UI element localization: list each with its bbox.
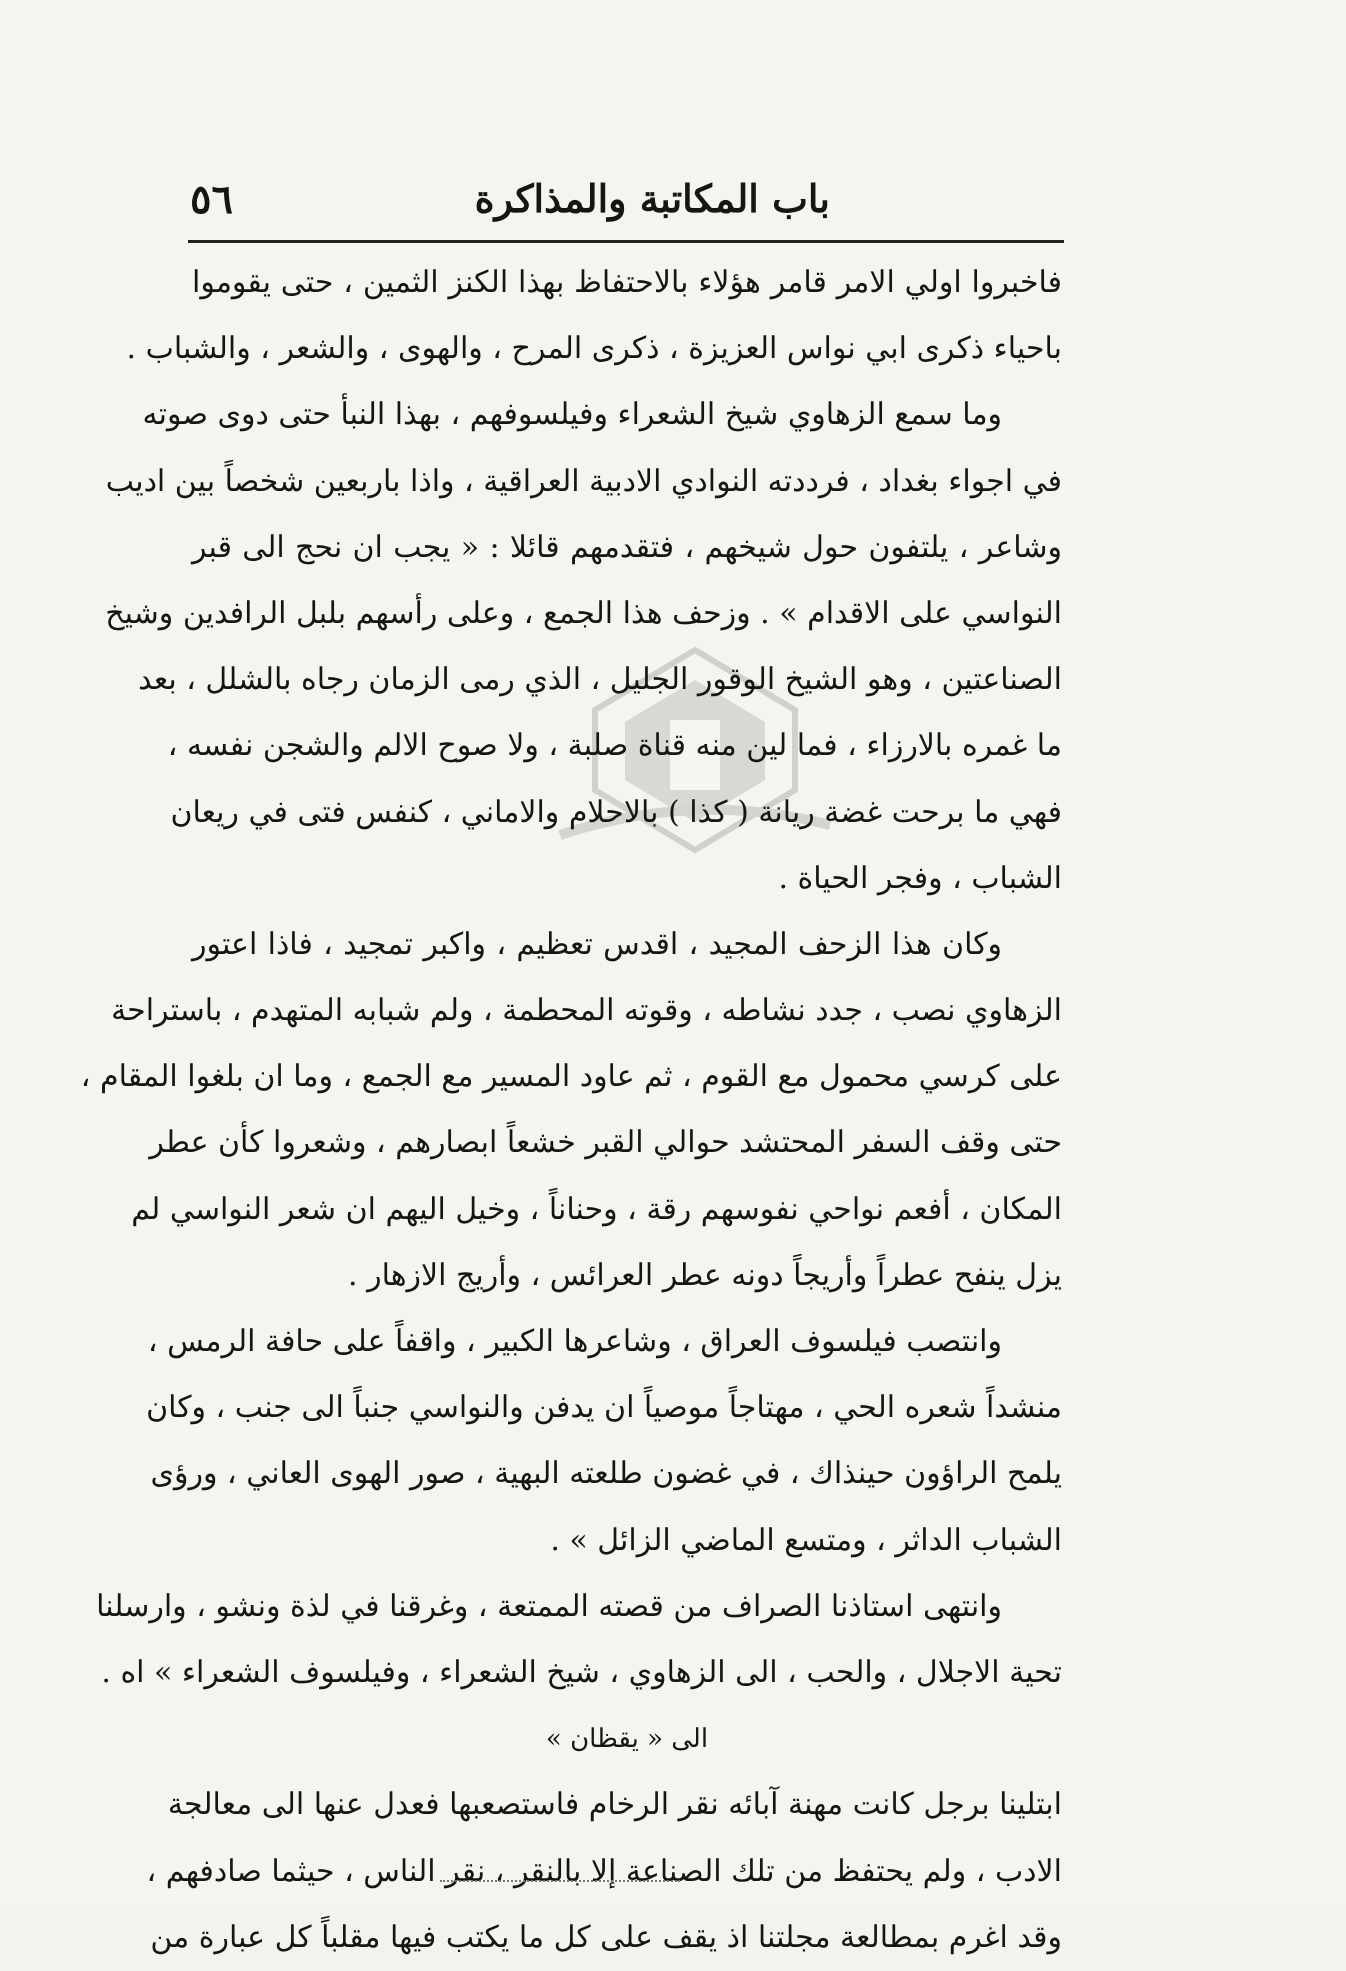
text-line: الادب ، ولم يحتفظ من تلك الصناعة إلا بالنقر ، نقر الناس ، حيثما صادفهم ، [146,1853,1062,1889]
page-header [190,170,1060,230]
text-line: تحية الاجلال ، والحب ، الى الزهاوي ، شيخ الشعراء ، وفيلسوف الشعراء » اه . [101,1654,1062,1690]
text-line: الصناعتين ، وهو الشيخ الوقور الجليل ، الذي رمى الزمان رجاه بالشلل ، بعد [138,662,1062,698]
text-line: الزهاوي نصب ، جدد نشاطه ، وقوته المحطمة ، ولم شبابه المتهدم ، باستراحة [111,993,1062,1029]
text-line: ما غمره بالارزاء ، فما لين منه قناة صلبة ، ولا صوح الالم والشجن نفسه ، [167,728,1062,764]
text-line: الشباب ، وفجر الحياة . [778,860,1062,896]
text-line: الشباب الداثر ، ومتسع الماضي الزائل » . [550,1522,1062,1558]
text-line: فاخبروا اولي الامر قامر هؤلاء بالاحتفاظ بهذا الكنز الثمين ، حتى يقوموا [192,265,1062,300]
text-line: في اجواء بغداد ، فرددته النوادي الادبية العراقية ، واذا باربعين شخصاً بين اديب [105,463,1062,499]
text-line: يزل ينفح عطراً وأريجاً دونه عطر العرائس ، وأريج الازهار . [348,1257,1062,1293]
text-line: وشاعر ، يلتفون حول شيخهم ، فتقدمهم قائلا : « يجب ان نحج الى قبر [192,529,1062,565]
text-line: وقد اغرم بمطالعة مجلتنا اذ يقف على كل ما يكتب فيها مقلباً كل عبارة من [150,1919,1062,1955]
text-line: باحياء ذكرى ابي نواس العزيزة ، ذكرى المرح ، والهوى ، والشعر ، والشباب . [126,331,1062,367]
text-line: النواسي على الاقدام » . وزحف هذا الجمع ، وعلى رأسهم بلبل الرافدين وشيخ [105,595,1062,631]
scan-specks [440,1880,680,1886]
page-number: ٥٦ [190,176,233,223]
text-line: المكان ، أفعم نواحي نفوسهم رقة ، وحناناً ، وخيل اليهم ان شعر النواسي لم [131,1191,1062,1227]
text-line: ابتلينا برجل كانت مهنة آبائه نقر الرخام فاستصعبها فعدل عنها الى معالجة [167,1787,1062,1823]
text-line: وانتهى استاذنا الصراف من قصته الممتعة ، وغرقنا في لذة ونشو ، وارسلنا [96,1588,1002,1624]
section-heading: الى « يقظان » [545,1724,709,1755]
text-line: وما سمع الزهاوي شيخ الشعراء وفيلسوفهم ، بهذا النبأ حتى دوى صوته [142,397,1002,433]
text-line: على كرسي محمول مع القوم ، ثم عاود المسير مع الجمع ، وما ان بلغوا المقام ، [80,1059,1062,1095]
text-line: منشداً شعره الحي ، مهتاجاً موصياً ان يدفن والنواسي جنباً الى جنب ، وكان [146,1390,1062,1426]
header-rule [188,240,1064,243]
running-title: باب المكاتبة والمذاكرة [474,176,830,221]
text-line: حتى وقف السفر المحتشد حوالي القبر خشعاً ابصارهم ، وشعروا كأن عطر [149,1125,1062,1161]
text-line: يلمح الراؤون حينذاك ، في غضون طلعته البهية ، صور الهوى العاني ، ورؤى [150,1456,1062,1492]
text-line: وكان هذا الزحف المجيد ، اقدس تعظيم ، واكبر تمجيد ، فاذا اعتور [192,926,1002,962]
article-body [80,250,1062,1971]
text-line: وانتصب فيلسوف العراق ، وشاعرها الكبير ، واقفاً على حافة الرمس ، [147,1324,1002,1359]
text-line: فهي ما برحت غضة ريانة ( كذا ) بالاحلام والاماني ، كنفس فتى في ريعان [170,794,1062,830]
